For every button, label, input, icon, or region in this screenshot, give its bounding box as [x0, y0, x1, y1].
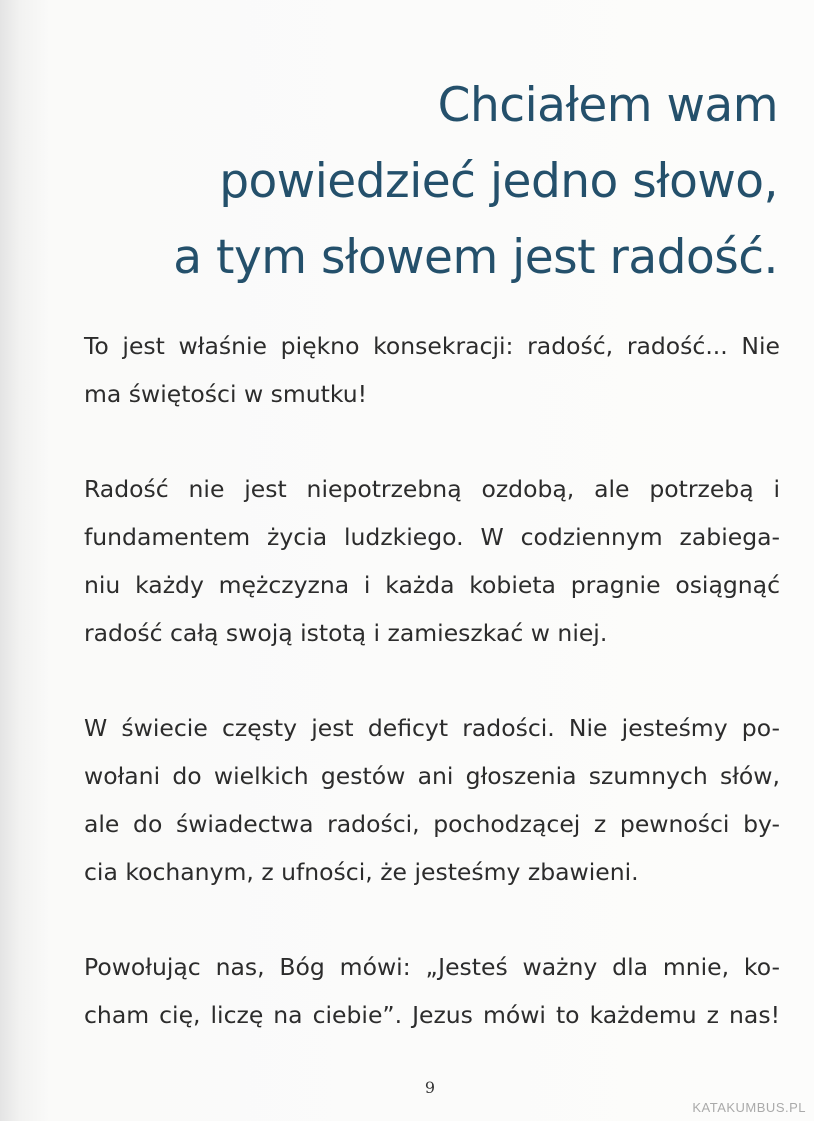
text-line: ale do świadectwa radości, pochodzącej z pewności by-	[84, 810, 780, 838]
text-line: Radość nie jest niepotrzebną ozdobą, ale potrzebą i	[84, 475, 780, 503]
page-number: 9	[424, 1078, 436, 1097]
text-line: Powołując nas, Bóg mówi: „Jesteś ważny dla mnie, ko-	[84, 953, 780, 981]
title-line: powiedzieć jedno słowo,	[219, 154, 778, 209]
watermark: KATAKUMBUS.PL	[692, 1100, 806, 1115]
text-line: fundamentem życia ludzkiego. W codziennym zabiega-	[84, 523, 780, 551]
text-line: cham cię, liczę na ciebie”. Jezus mówi to każdemu z nas!	[84, 1001, 780, 1029]
paragraph-2	[84, 465, 780, 657]
text-line: cia kochanym, z ufności, że jesteśmy zbawieni.	[84, 858, 639, 886]
title-line: Chciałem wam	[437, 78, 778, 133]
text-line: W świecie częsty jest deficyt radości. Nie jesteśmy po-	[84, 714, 780, 742]
page-title	[78, 68, 778, 296]
paragraph-4	[84, 943, 780, 1039]
paragraph-1	[84, 322, 780, 418]
paragraph-3	[84, 704, 780, 896]
text-line: radość całą swoją istotą i zamieszkać w niej.	[84, 619, 608, 647]
text-line: ma świętości w smutku!	[84, 380, 368, 408]
text-line: To jest właśnie piękno konsekracji: radość, radość... Nie	[84, 332, 780, 360]
body-text	[84, 322, 780, 1086]
text-line: niu każdy mężczyzna i każda kobieta pragnie osiągnąć	[84, 571, 780, 599]
text-line: wołani do wielkich gestów ani głoszenia szumnych słów,	[84, 762, 780, 790]
title-line: a tym słowem jest radość.	[173, 230, 778, 285]
